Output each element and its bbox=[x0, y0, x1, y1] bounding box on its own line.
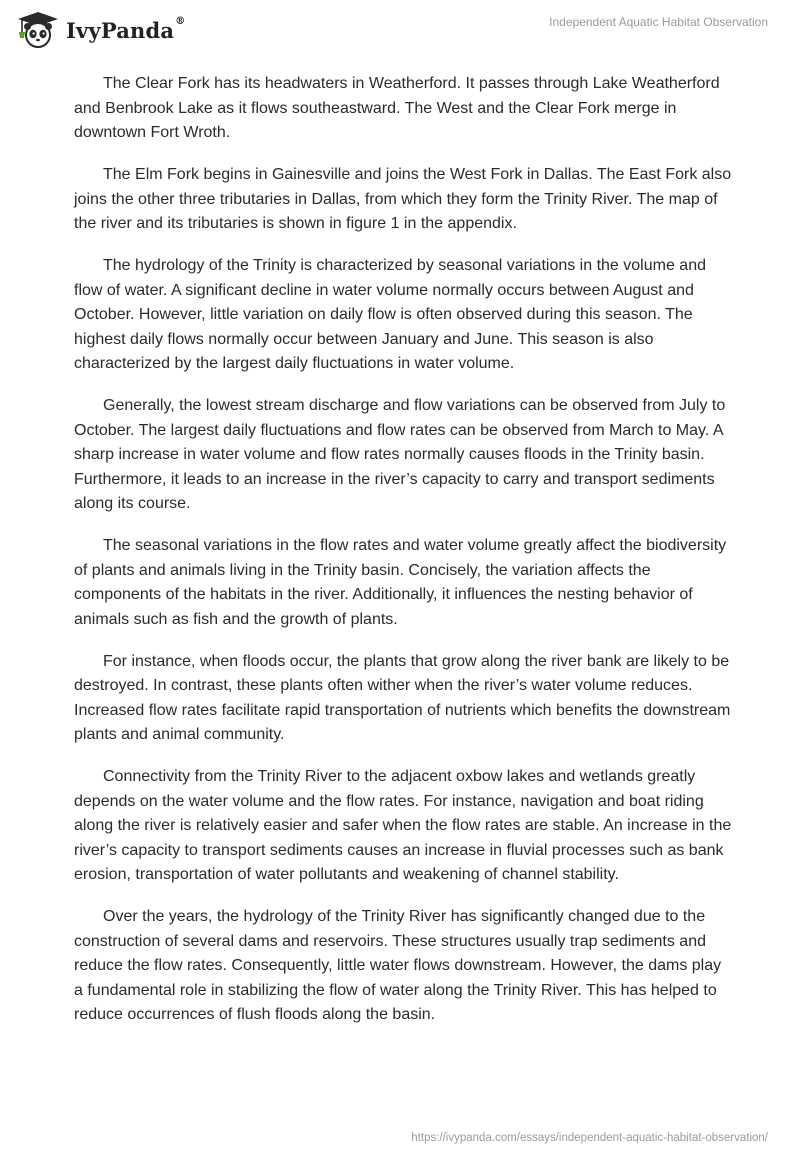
essay-body bbox=[74, 72, 734, 1045]
paragraph: Generally, the lowest stream discharge and flow variations can be observed from July to October. The largest daily fluctuations and flow rates can be observed from March to May. A sharp increase in water volume and flow rates normally causes floods in the Trinity basin. Furthermore, it leads to an increase in the river’s capacity to carry and transport sediments along its course. bbox=[74, 397, 726, 512]
paragraph: The Elm Fork begins in Gainesville and joins the West Fork in Dallas. The East Fork also joins the other three tributaries in Dallas, from which they form the Trinity River. The map of the river and its tributaries is shown in figure 1 in the appendix. bbox=[74, 166, 732, 232]
registered-mark: ® bbox=[175, 15, 186, 27]
page-header bbox=[0, 0, 800, 60]
paragraph: Over the years, the hydrology of the Trinity River has significantly changed due to the construction of several dams and reservoirs. These structures usually trap sediments and reduce the flow rates. Consequently, little water flows downstream. However, the dams play a fundamental role in stabilizing the flow of water along the Trinity River. This has helped to reduce occurrences of flush floods along the basin. bbox=[74, 908, 722, 1023]
panda-graduate-icon bbox=[16, 10, 60, 50]
paragraph: Connectivity from the Trinity River to the adjacent oxbow lakes and wetlands greatly depends on the water volume and the flow rates. For instance, navigation and boat riding along the river is relatively easier and safer when the flow rates are stable. An increase in the river’s capacity to transport sediments causes an increase in fluvial processes such as bank erosion, transportation of water pollutants and weakening of channel stability. bbox=[74, 768, 732, 883]
paragraph: For instance, when floods occur, the plants that grow along the river bank are likely to be destroyed. In contrast, these plants often wither when the river’s water volume reduces. Increased flow rates facilitate rapid transportation of nutrients which benefits the downstream plants and animal community. bbox=[74, 652, 731, 743]
paragraph: The hydrology of the Trinity is characterized by seasonal variations in the volume and flow of water. A significant decline in water volume normally occurs between August and October. However, little variation on daily flow is often observed during this season. The highest daily flows normally occur between January and June. This season is also characterized by the largest daily fluctuations in water volume. bbox=[74, 257, 706, 372]
source-url[interactable]: https://ivypanda.com/essays/independent-aquatic-habitat-observation/ bbox=[411, 1132, 768, 1144]
paragraph: The seasonal variations in the flow rates and water volume greatly affect the biodiversity of plants and animals living in the Trinity basin. Concisely, the variation affects the components of the habitats in the river. Additionally, it influences the nesting behavior of animals such as fish and the growth of plants. bbox=[74, 537, 727, 628]
paragraph: The Clear Fork has its headwaters in Weatherford. It passes through Lake Weatherford and Benbrook Lake as it flows southeastward. The West and the Clear Fork merge in downtown Fort Wroth. bbox=[74, 75, 720, 141]
brand-logo[interactable] bbox=[16, 10, 185, 50]
document-title: Independent Aquatic Habitat Observation bbox=[549, 15, 768, 29]
brand-name: IvyPanda® bbox=[66, 15, 186, 43]
